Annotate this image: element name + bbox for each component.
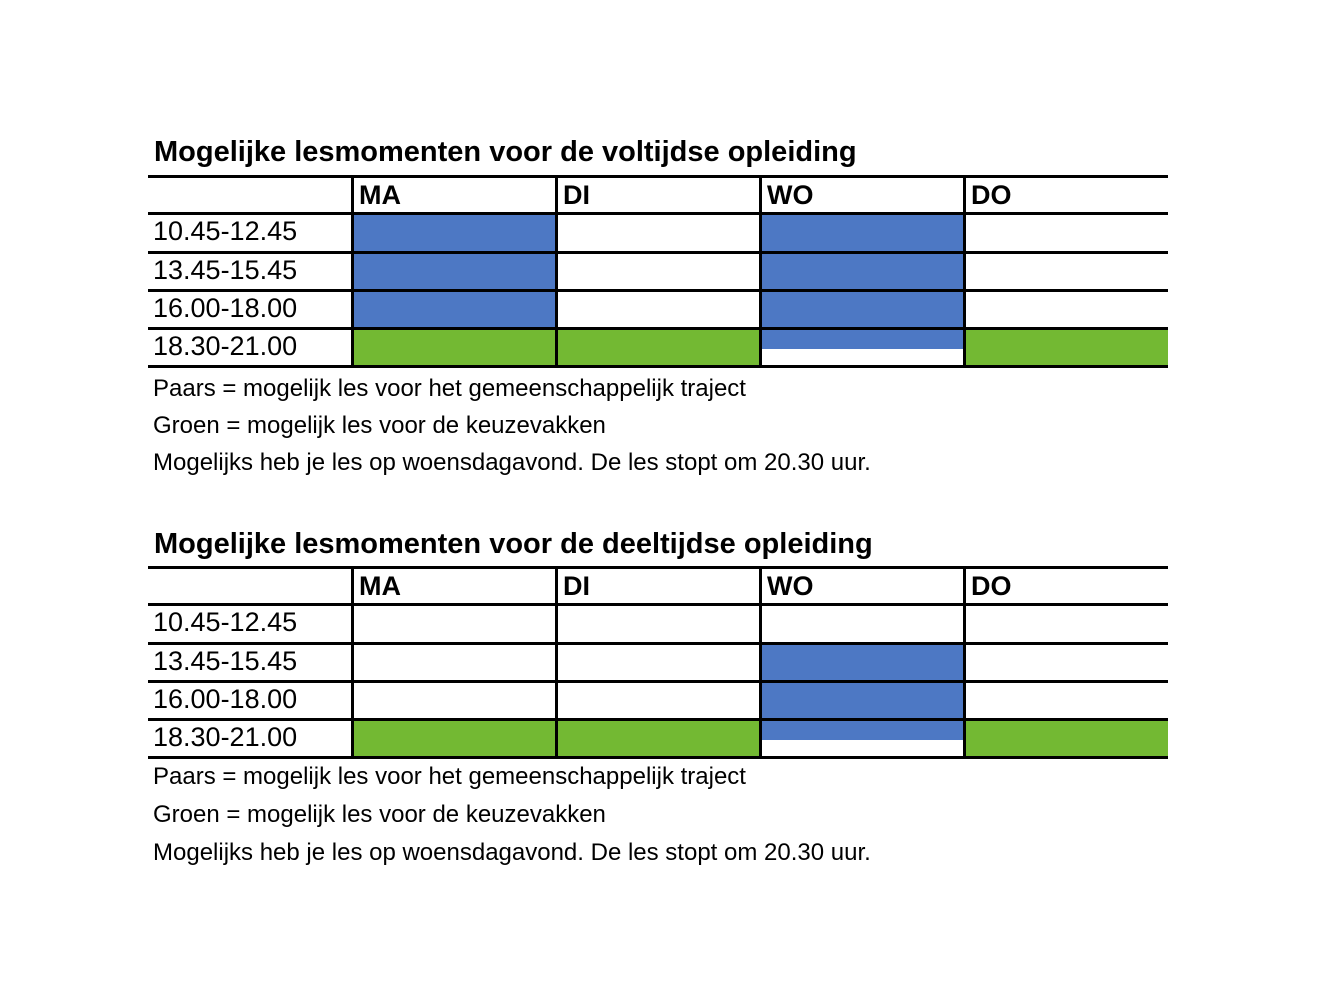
slot-green	[558, 721, 759, 756]
day-header-do: DO	[971, 571, 1012, 601]
note-wednesday: Mogelijks heb je les op woensdagavond. De les stopt om 20.30 uur.	[153, 449, 871, 476]
time-slot-label: 18.30-21.00	[153, 331, 298, 361]
time-slot-label: 13.45-15.45	[153, 646, 298, 676]
row-divider	[148, 718, 1168, 721]
slot-green	[354, 330, 555, 365]
slot-green	[966, 330, 1168, 365]
schedule-table	[148, 175, 1168, 368]
legend-green: Groen = mogelijk les voor de keuzevakken	[153, 801, 606, 828]
time-slot-label: 18.30-21.00	[153, 722, 298, 752]
slot-purple	[762, 683, 963, 718]
day-header-wo: WO	[767, 180, 814, 210]
row-divider	[148, 680, 1168, 683]
row-divider	[148, 365, 1168, 368]
row-divider	[148, 566, 1168, 569]
schedule-title: Mogelijke lesmomenten voor de voltijdse opleiding	[154, 136, 857, 168]
column-divider	[351, 566, 354, 759]
column-divider	[555, 175, 558, 368]
slot-purple	[354, 292, 555, 327]
column-divider	[963, 566, 966, 759]
slot-green	[354, 721, 555, 756]
slot-purple	[762, 292, 963, 327]
slot-green	[558, 330, 759, 365]
column-divider	[759, 175, 762, 368]
time-slot-label: 16.00-18.00	[153, 293, 298, 323]
schedule-title: Mogelijke lesmomenten voor de deeltijdse opleiding	[154, 528, 873, 560]
time-slot-label: 10.45-12.45	[153, 607, 298, 637]
column-divider	[555, 566, 558, 759]
slot-purple	[354, 215, 555, 251]
row-divider	[148, 603, 1168, 606]
time-slot-label: 13.45-15.45	[153, 255, 298, 285]
day-header-do: DO	[971, 180, 1012, 210]
column-divider	[963, 175, 966, 368]
column-divider	[351, 175, 354, 368]
slot-purple	[354, 254, 555, 289]
row-divider	[148, 642, 1168, 645]
slot-purple	[762, 645, 963, 680]
time-slot-label: 10.45-12.45	[153, 216, 298, 246]
row-divider	[148, 251, 1168, 254]
slot-purple	[762, 330, 963, 349]
day-header-ma: MA	[359, 571, 401, 601]
day-header-ma: MA	[359, 180, 401, 210]
schedule-table	[148, 566, 1168, 759]
day-header-wo: WO	[767, 571, 814, 601]
time-slot-label: 16.00-18.00	[153, 684, 298, 714]
legend-purple: Paars = mogelijk les voor het gemeenschappelijk traject	[153, 763, 746, 790]
slot-green	[966, 721, 1168, 756]
legend-purple: Paars = mogelijk les voor het gemeenschappelijk traject	[153, 375, 746, 402]
row-divider	[148, 756, 1168, 759]
column-divider	[759, 566, 762, 759]
slot-purple	[762, 215, 963, 251]
row-divider	[148, 327, 1168, 330]
day-header-di: DI	[563, 571, 590, 601]
legend-green: Groen = mogelijk les voor de keuzevakken	[153, 412, 606, 439]
note-wednesday: Mogelijks heb je les op woensdagavond. De les stopt om 20.30 uur.	[153, 839, 871, 866]
row-divider	[148, 175, 1168, 178]
slot-purple	[762, 254, 963, 289]
row-divider	[148, 212, 1168, 215]
slot-purple	[762, 721, 963, 740]
day-header-di: DI	[563, 180, 590, 210]
row-divider	[148, 289, 1168, 292]
